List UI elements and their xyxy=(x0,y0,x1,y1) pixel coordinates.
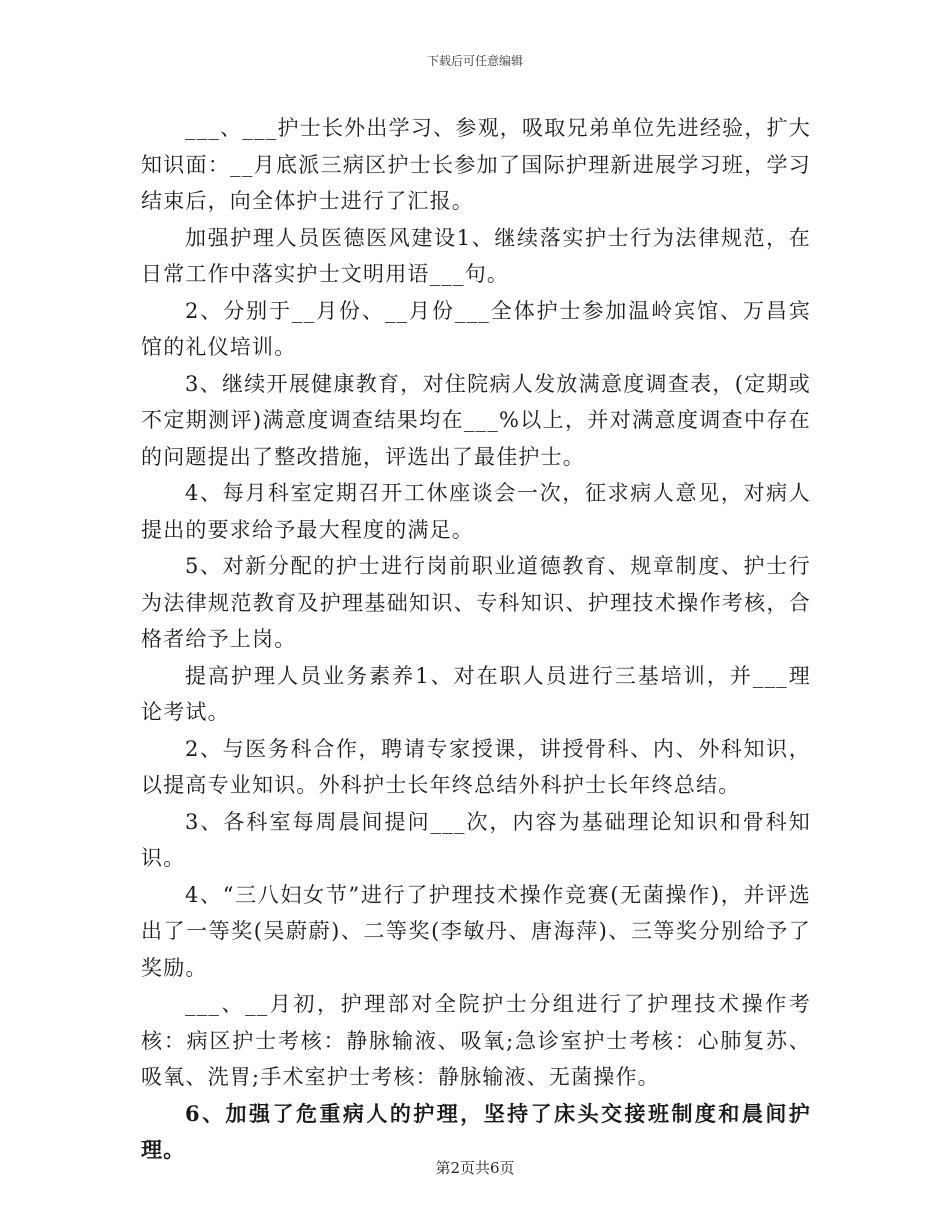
page-footer: 第2页共6页 xyxy=(435,1159,515,1177)
page-header: 下载后可任意编辑 xyxy=(426,54,523,68)
document-body xyxy=(141,110,811,1169)
paragraph-7: 提高护理人员业务素养1、对在职人员进行三基培训，并___理论考试。 xyxy=(141,663,811,724)
paragraph-1: ___、___护士长外出学习、参观，吸取兄弟单位先进经验，扩大知识面：__月底派三病区护士长参加了国际护理新进展学习班，学习结束后，向全体护士进行了汇报。 xyxy=(141,116,811,213)
paragraph-4: 3、继续开展健康教育，对住院病人发放满意度调查表，(定期或不定期测评)满意度调查结果均在___%以上，并对满意度调查中存在的问题提出了整改措施，评选出了最佳护士。 xyxy=(141,371,811,469)
paragraph-9: 3、各科室每周晨间提问___次，内容为基础理论知识和骨科知识。 xyxy=(141,809,811,870)
paragraph-10: 4、“三八妇女节”进行了护理技术操作竞赛(无菌操作)，并评选出了一等奖(吴蔚蔚)、二等奖(李敏丹、唐海萍)、三等奖分别给予了奖励。 xyxy=(141,882,811,980)
paragraph-3: 2、分别于__月份、__月份___全体护士参加温岭宾馆、万昌宾馆的礼仪培训。 xyxy=(141,298,811,359)
paragraph-8: 2、与医务科合作，聘请专家授课，讲授骨科、内、外科知识，以提高专业知识。外科护士长年终总结外科护士长年终总结。 xyxy=(141,736,811,797)
paragraph-5: 4、每月科室定期召开工休座谈会一次，征求病人意见，对病人提出的要求给予最大程度的满足。 xyxy=(141,481,811,542)
paragraph-12: 6、加强了危重病人的护理，坚持了床头交接班制度和晨间护理。 xyxy=(141,1100,811,1162)
paragraph-6: 5、对新分配的护士进行岗前职业道德教育、规章制度、护士行为法律规范教育及护理基础知识、专科知识、护理技术操作考核，合格者给予上岗。 xyxy=(141,554,811,651)
paragraph-2: 加强护理人员医德医风建设1、继续落实护士行为法律规范，在日常工作中落实护士文明用语___句。 xyxy=(141,225,811,286)
paragraph-11: ___、__月初，护理部对全院护士分组进行了护理技术操作考核：病区护士考核：静脉输液、吸氧;急诊室护士考核：心肺复苏、吸氧、洗胃;手术室护士考核：静脉输液、无菌操作。 xyxy=(141,992,811,1089)
